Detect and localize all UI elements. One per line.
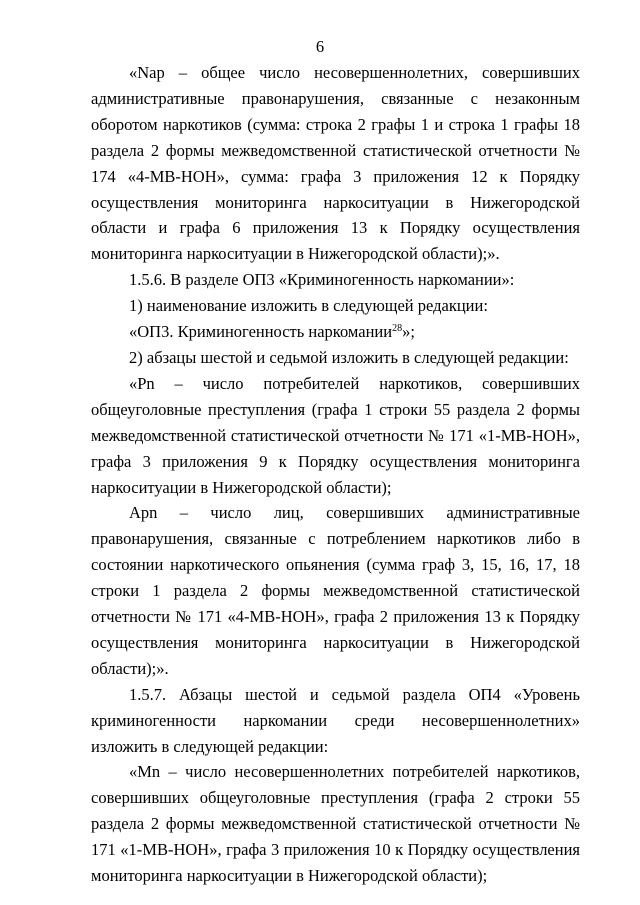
document-body bbox=[91, 60, 580, 889]
paragraph-item-2: 2) абзацы шестой и седьмой изложить в следующей редакции: bbox=[129, 347, 569, 367]
paragraph-item-1: 1) наименование изложить в следующей редакции: bbox=[129, 296, 488, 316]
paragraph-section-1-5-7: 1.5.7. Абзацы шестой и седьмой раздела ОП4 «Уровень криминогенности наркомании среди несовершеннолетних» изложить в следующей редакции: bbox=[91, 684, 580, 756]
op3-title-closing: »; bbox=[402, 322, 415, 342]
paragraph-section-1-5-6: 1.5.6. В разделе ОП3 «Криминогенность наркомании»: bbox=[129, 270, 515, 290]
paragraph-pn-definition: «Pn – число потребителей наркотиков, совершивших общеуголовные преступления (графа 1 строки 55 раздела 2 формы межведомственной статистической отчетности № 171 «1-МВ-НОН», графа 3 приложения 9 к Порядку осуществления мониторинга наркоситуации в Нижегородской области); bbox=[91, 373, 580, 497]
paragraph-op3-title bbox=[91, 319, 580, 345]
paragraph-nap-definition: «Nap – общее число несовершеннолетних, совершивших административные правонарушения, связанные с незаконным оборотом наркотиков (сумма: строка 2 графы 1 и строка 1 графы 18 раздела 2 формы межведомственной статистической отчетности № 174 «4-МВ-НОН», сумма: графа 3 приложения 12 к Порядку осуществления мониторинга наркоситуации в Нижегородской области и графа 6 приложения 13 к Порядку осуществления мониторинга наркоситуации в Нижегородской области);». bbox=[91, 63, 580, 264]
paragraph-mn-definition: «Mn – число несовершеннолетних потребителей наркотиков, совершивших общеуголовные преступления (графа 2 строки 55 раздела 2 формы межведомственной статистической отчетности № 171 «1-МВ-НОН», графа 3 приложения 10 к Порядку осуществления мониторинга наркоситуации в Нижегородской области); bbox=[91, 762, 580, 886]
page-number: 6 bbox=[315, 37, 325, 56]
paragraph-apn-definition: Apn – число лиц, совершивших административные правонарушения, связанные с потреблением наркотиков либо в состоянии наркотического опьянения (сумма граф 3, 15, 16, 17, 18 строки 1 раздела 2 формы межведомственной статистической отчетности № 171 «4-МВ-НОН», графа 2 приложения 13 к Порядку осуществления мониторинга наркоситуации в Нижегородской области);». bbox=[91, 503, 580, 678]
footnote-marker: 28 bbox=[392, 323, 403, 335]
op3-title-text: «ОП3. Криминогенность наркомании bbox=[129, 322, 393, 342]
